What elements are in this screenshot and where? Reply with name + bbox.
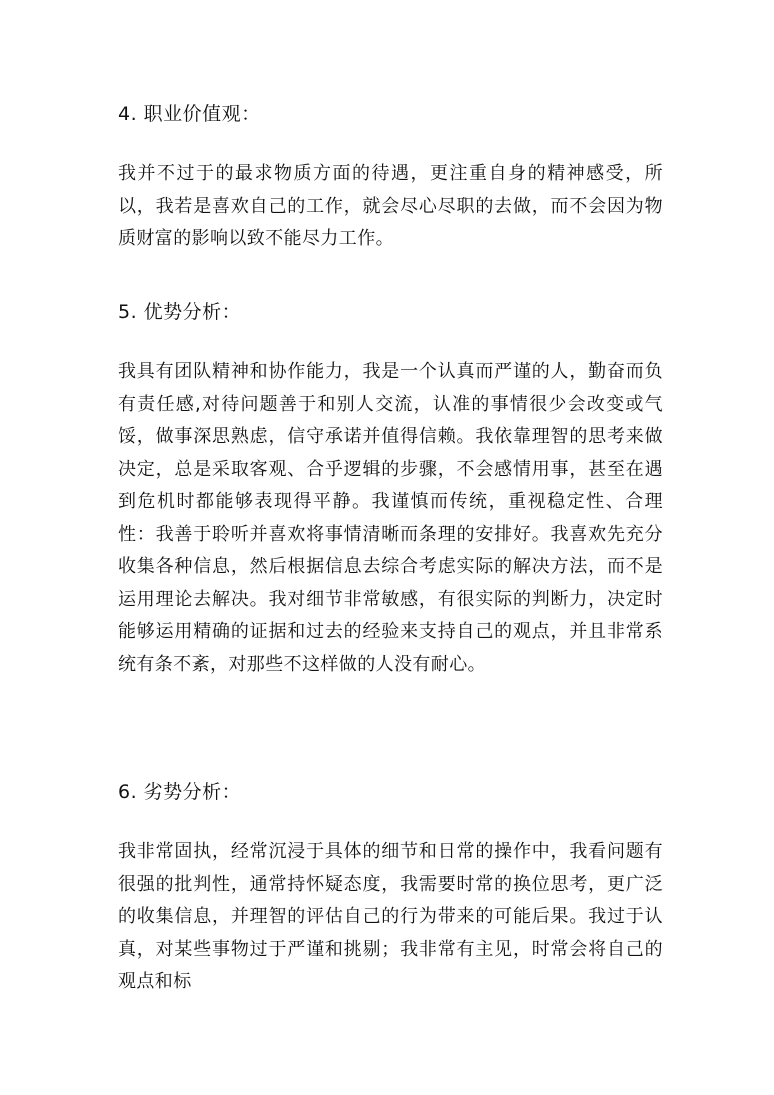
section-paragraph: 我具有团队精神和协作能力，我是一个认真而严谨的人，勤奋而负有责任感,对待问题善于和别人交流，认准的事情很少会改变或气馁，做事深思熟虑，信守承诺并值得信赖。我依靠理智的思考来做决定，总是采取客观、合乎逻辑的步骤，不会感情用事，甚至在遇到危机时都能够表现得平静。我谨慎而传统，重视稳定性、合理性：我善于聆听并喜欢将事情清晰而条理的安排好。我喜欢先充分收集各种信息，然后根据信息去综合考虑实际的解决方法，而不是运用理论去解决。我对细节非常敏感，有很实际的判断力，决定时能够运用精确的证据和过去的经验来支持自己的观点，并且非常系统有条不紊，对那些不这样做的人没有耐心。 <box>118 361 663 675</box>
section-paragraph: 我非常固执，经常沉浸于具体的细节和日常的操作中，我看问题有很强的批判性，通常持怀疑态度，我需要时常的换位思考，更广泛的收集信息，并理智的评估自己的行为带来的可能后果。我过于认真，对某些事物过于严谨和挑剔；我非常有主见，时常会将自己的观点和标 <box>118 841 663 992</box>
section-paragraph: 我并不过于的最求物质方面的待遇，更注重自身的精神感受，所以，我若是喜欢自己的工作，就会尽心尽职的去做，而不会因为物质财富的影响以致不能尽力工作。 <box>118 163 663 249</box>
section-strengths <box>118 300 663 681</box>
section-heading: 4. 职业价值观： <box>118 103 261 125</box>
section-heading: 5. 优势分析： <box>118 301 242 323</box>
section-career-values <box>118 102 663 256</box>
section-weaknesses <box>118 780 663 999</box>
section-heading: 6. 劣势分析： <box>118 781 242 803</box>
